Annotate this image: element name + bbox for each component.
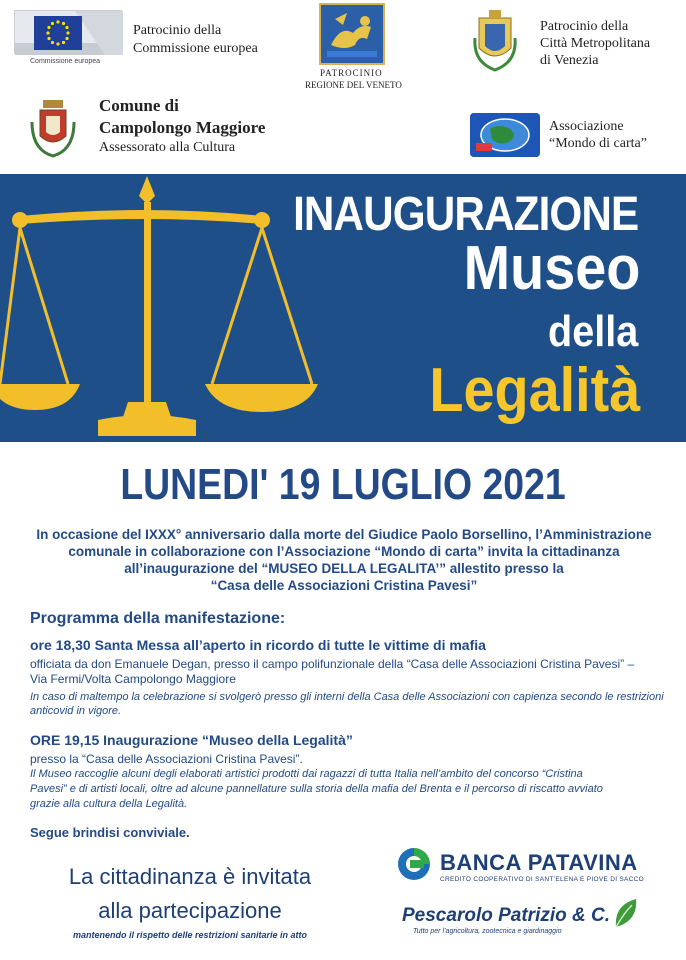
event1-note-line2: anticovid in vigore. xyxy=(30,705,122,717)
bank-subtitle: CREDITO COOPERATIVO DI SANT’ELENA E PIOVE DI SACCO xyxy=(440,876,645,883)
event1-title: ore 18,30 Santa Messa all’aperto in ricordo di tutte le vittime di mafia xyxy=(30,637,486,653)
banner-title-museo: Museo xyxy=(463,234,640,303)
veneto-line1: PATROCINIO xyxy=(320,68,383,78)
banner-title-legalita: Legalità xyxy=(429,356,640,425)
bank-name: BANCA PATAVINA xyxy=(440,850,638,875)
mondo-text xyxy=(549,118,647,152)
event2-note-line1: Il Museo raccoglie alcuni degli elaborati artistici prodotti dai ragazzi di tutta Italia nell’ambito del concorso “Cristina xyxy=(30,768,583,780)
event2-text: presso la “Casa delle Associazioni Cristina Pavesi”. xyxy=(30,752,303,766)
banner-title-inaugurazione: INAUGURAZIONE xyxy=(292,188,638,241)
event-date: LUNEDI' 19 LUGLIO 2021 xyxy=(120,460,566,509)
eu-caption: Commissione europea xyxy=(30,58,101,65)
invite-line3: mantenendo il rispetto delle restrizioni sanitarie in atto xyxy=(72,930,308,940)
veneto-lion-icon xyxy=(319,3,385,65)
intro-line2: comunale in collaborazione con l’Associazione “Mondo di carta” invita la cittadinanza xyxy=(68,544,620,559)
event2-note-line3: grazie alla cultura della Legalità. xyxy=(30,798,188,810)
scales-of-justice-icon xyxy=(0,174,340,442)
eu-patronage-text xyxy=(133,22,258,58)
metro-venezia-crest-icon xyxy=(471,8,519,74)
metro-patronage-text xyxy=(540,18,650,69)
intro-line3: all’inaugurazione del “MUSEO DELLA LEGALITA’” allestito presso la xyxy=(124,561,564,576)
event1-note xyxy=(30,690,670,718)
mondo-di-carta-logo xyxy=(470,113,540,157)
metro-line3: di Venezia xyxy=(540,53,599,68)
comune-line3: Assessorato alla Cultura xyxy=(99,140,236,155)
comune-line2: Campolongo Maggiore xyxy=(99,118,266,137)
banner-title-della: della xyxy=(547,307,638,356)
program-title: Programma della manifestazione: xyxy=(30,610,286,627)
banca-patavina-logo-icon xyxy=(395,846,433,882)
leaf-icon xyxy=(612,897,638,929)
event1-text-line1: officiata da don Emanuele Degan, presso il campo polifunzionale della “Casa delle Associazioni Cristina Pavesi” – xyxy=(30,657,635,671)
mondo-line2: “Mondo di carta” xyxy=(549,136,647,151)
veneto-line2: REGIONE DEL VENETO xyxy=(305,80,402,90)
event1-text xyxy=(30,657,670,687)
invite-line2: alla partecipazione xyxy=(98,898,282,923)
event2-note-line2: Pavesi” e di artisti locali, oltre ad alcune pannellature sulla storia della mafia del Brenta e il percorso di riscatto avviato xyxy=(30,783,603,795)
intro-line4: “Casa delle Associazioni Cristina Pavesi” xyxy=(210,578,478,593)
metro-line1: Patrocinio della xyxy=(540,19,629,34)
event1-text-line2: Via Fermi/Volta Campolongo Maggiore xyxy=(30,672,236,686)
mondo-line1: Associazione xyxy=(549,119,624,134)
invite-line1: La cittadinanza è invitata xyxy=(68,864,312,889)
metro-line2: Città Metropolitana xyxy=(540,36,651,51)
intro-paragraph xyxy=(24,526,664,594)
event2-title: ORE 19,15 Inaugurazione “Museo della Legalità” xyxy=(30,732,353,748)
intro-line1: In occasione del IXXX° anniversario dalla morte del Giudice Paolo Borsellino, l’Amministrazione xyxy=(36,527,652,542)
event2-note xyxy=(30,767,670,812)
event1-note-line1: In caso di maltempo la celebrazione si svolgerò presso gli interni della Casa delle Associazioni con capienza secondo le restrizioni xyxy=(30,691,664,703)
eu-text-line1: Patrocinio della xyxy=(133,23,222,38)
comune-line1: Comune di xyxy=(99,96,179,115)
comune-crest-icon xyxy=(28,98,78,158)
pescarolo-subtitle: Tutto per l’agricoltura, zootecnica e giardinaggio xyxy=(413,928,562,935)
eu-text-line2: Commissione europea xyxy=(133,41,258,56)
program-closing: Segue brindisi conviviale. xyxy=(30,825,190,840)
eu-flag-icon xyxy=(34,16,82,50)
pescarolo-name: Pescarolo Patrizio & C. xyxy=(402,905,611,926)
